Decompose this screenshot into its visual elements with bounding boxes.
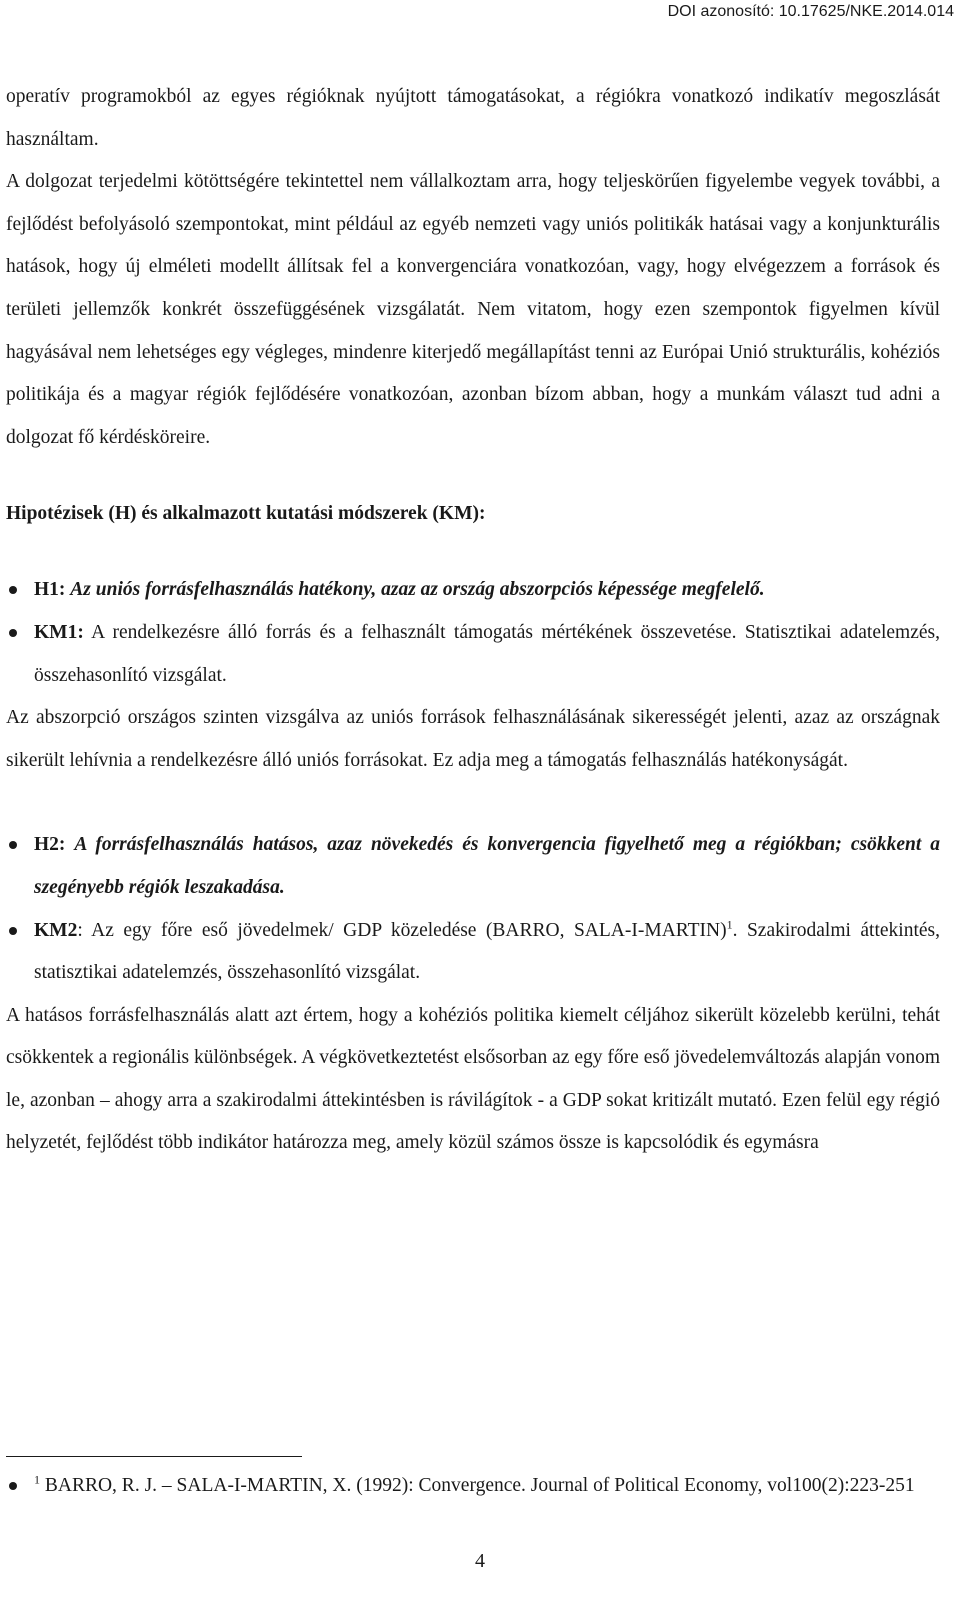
- footnote-text: BARRO, R. J. – SALA-I-MARTIN, X. (1992): Convergence. Journal of Political Economy, vol100(2):223-251: [44, 1475, 915, 1496]
- h1-label: H1:: [34, 579, 66, 601]
- h2-label: H2:: [34, 834, 66, 856]
- hypothesis-h2: [6, 824, 940, 909]
- section-title: Hipotézisek (H) és alkalmazott kutatási módszerek (KM):: [6, 503, 486, 525]
- km1-text: A rendelkezésre álló forrás és a felhasznált támogatás mértékének összevetése. Statisztikai adatelemzés, összehasonlító vizsgálat.: [34, 621, 940, 686]
- page-number: 4: [475, 1550, 485, 1572]
- km2-text-b: . Szakirodalmi áttekintés, statisztikai adatelemzés, összehasonlító vizsgálat.: [34, 919, 941, 984]
- effectiveness-paragraph: A hatásos forrásfelhasználás alatt azt értem, hogy a kohéziós politika kiemelt céljához sikerült közelebb kerülni, tehát csökkentek a regionális különbségek. A végkövetkeztetést elsősorban az egy főre eső jövedelemváltozás alapján vonom le, azonban – ahogy arra a szakirodalmi áttekintésben is rávilágítok - a GDP sokat kritizált mutató. Ezen felül egy régió helyzetét, fejlődést több indikátor határozza meg, amely közül számos össze is kapcsolódik és egymásra: [6, 1004, 940, 1154]
- km2-label: KM2: [34, 919, 78, 941]
- spacer: [6, 782, 940, 824]
- absorption-paragraph: Az abszorpció országos szinten vizsgálva az uniós források felhasználásának sikerességét jelenti, azaz az országnak sikerült lehívnia a rendelkezésre álló uniós forrásokat. Ez adja meg a támogatás felhasználás hatékonyságát.: [6, 707, 940, 771]
- scope-paragraph: A dolgozat terjedelmi kötöttségére tekintettel nem vállalkoztam arra, hogy teljeskörűen figyelembe vegyek további, a fejlődést befolyásoló szempontokat, mint például az egyéb nemzeti vagy uniós politikák hatásai vagy a konjunkturális hatások, hogy új elméleti modellt állítsak fel a konvergenciára vonatkozóan, vagy, hogy elvégezzem a források és területi jellemzők konkrét összefüggésének vizsgálatát. Nem vitatom, hogy ezen szempontok figyelmen kívül hagyásával nem lehetséges egy végleges, mindenre kiterjedő megállapítást tenni az Európai Unió strukturális, kohéziós politikája és a magyar régiók fejlődésére vonatkozóan, azonban bízom abban, hogy a munkám választ tud adni a dolgozat fő kérdésköreire.: [6, 171, 940, 448]
- footnote: [6, 1471, 940, 1500]
- method-km1: [6, 612, 940, 697]
- footnote-bullet: [9, 1482, 17, 1490]
- page-body: [6, 76, 940, 1165]
- hypothesis-h1: [6, 569, 940, 612]
- intro-paragraph-start: operatív programokból az egyes régióknak nyújtott támogatásokat, a régiókra vonatkozó indikatív megoszlását használtam.: [6, 86, 940, 150]
- h2-text: A forrásfelhasználás hatásos, azaz növekedés és konvergencia figyelhető meg a régiókban; csökkent a szegényebb régiók leszakadása.: [34, 834, 940, 898]
- footnote-number: 1: [34, 1472, 40, 1487]
- km2-text-a: : Az egy főre eső jövedelmek/ GDP közeledése (BARRO, SALA-I-MARTIN): [77, 919, 727, 941]
- hypothesis-list-1: [6, 569, 940, 697]
- footnote-ref[interactable]: 1: [726, 917, 733, 931]
- h1-text: Az uniós forrásfelhasználás hatékony, azaz az ország abszorpciós képessége megfelelő.: [70, 579, 765, 601]
- footnote-divider: [6, 1456, 302, 1457]
- km1-label: KM1:: [34, 621, 84, 643]
- method-km2: [6, 910, 940, 995]
- footnote-text-block: [6, 1471, 940, 1500]
- hypothesis-list-2: [6, 824, 940, 994]
- doi-header: DOI azonosító: 10.17625/NKE.2014.014: [667, 3, 954, 20]
